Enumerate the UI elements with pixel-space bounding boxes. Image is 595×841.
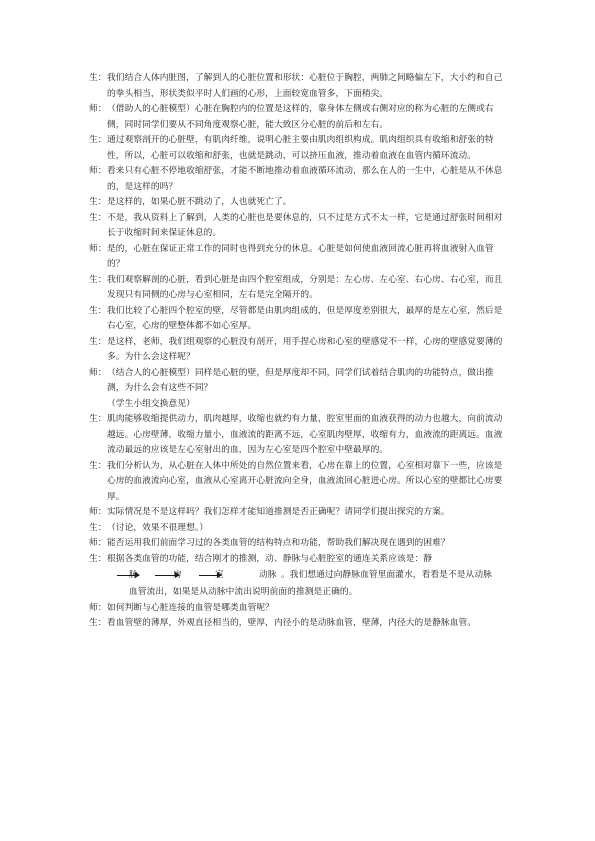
dialogue-text: 是这样，老师，我们组观察的心脏没有剖开，用手捏心房和心室的壁感觉不一样，心房的壁感觉要薄的多。为什么会这样呢？	[107, 336, 503, 362]
dialogue-line	[89, 459, 509, 506]
dialogue-text: 通过观察剖开的心脏壁，有肌肉纤维，说明心脏主要由肌肉组织构成。肌肉组织具有收缩和舒张的特性，所以，心脏可以收缩和舒张，也就是跳动，可以挤压血液，推动着血液在血管内循环流动。	[107, 135, 494, 161]
dialogue-line	[89, 552, 509, 568]
speaker-label: 生：	[89, 618, 107, 628]
dialogue-text: 肌肉能够收缩提供动力，肌肉越厚，收缩也就约有力量，腔室里面的血液获得的动力也越大，向前流动越远。心房壁薄，收缩力量小，血液流的距离不远，心室肌肉壁厚，收缩有力，血液流的距离远。血液流动最远的应该是左心室射出的血，因为左心室是四个腔室中壁最厚的。	[107, 414, 503, 455]
speaker-label: 师：	[89, 538, 107, 548]
speaker-label: 师：	[89, 104, 107, 114]
dialogue-line	[89, 616, 509, 632]
dialogue-body	[89, 71, 509, 632]
dialogue-text: 是的，心脏在保证正常工作的同时也得到充分的休息。心脏是如何使血液回流心脏再将血液射入血管的？	[107, 243, 494, 269]
speaker-label: 生：	[89, 522, 107, 533]
dialogue-line	[89, 505, 509, 521]
speaker-label: 生：	[89, 274, 107, 285]
dialogue-line	[89, 536, 509, 552]
dialogue-line	[89, 335, 509, 366]
speaker-label: 生：	[89, 135, 107, 145]
speaker-label: 生：	[89, 460, 107, 471]
speaker-label: 师：	[89, 367, 107, 378]
dialogue-text: 实际情况是不是这样吗？我们怎样才能知道推测是否正确呢？请同学们提出探究的方案。	[107, 507, 450, 517]
speaker-label: 生：	[89, 305, 107, 316]
dialogue-line	[89, 601, 509, 617]
dialogue-line	[89, 521, 509, 537]
dialogue-line	[89, 164, 509, 195]
dialogue-line	[89, 133, 509, 164]
dialogue-text: （讨论，效果不很理想。）	[107, 522, 209, 533]
speaker-label: 生：	[89, 73, 107, 83]
flow-tail-text: 。我们想通过向静脉血管里面灌水，看看是不是从动脉	[281, 570, 492, 580]
dialogue-line	[89, 242, 509, 273]
dialogue-text: 能否运用我们前面学习过的各类血管的结构特点和功能，帮助我们解决现在遇到的困难？	[107, 538, 450, 548]
flow-vein-label: 脉	[129, 570, 138, 580]
speaker-label: 师：	[89, 602, 107, 613]
dialogue-text: 我们观察解剖的心脏，看到心脏是由四个腔室组成，分别是：左心房、左心室、右心房、右心室，而且发现只有同侧的心房与心室相同，左右是完全隔开的。	[107, 274, 503, 300]
dialogue-text: 根据各类血管的功能，结合刚才的推测，动、静脉与心脏腔室的通连关系应该是：静	[107, 553, 433, 564]
speaker-label: 生：	[89, 414, 107, 424]
dialogue-text: （借助人的心脏模型）心脏在胸腔内的位置是这样的，靠身体左侧或右侧对应的称为心脏的左侧或右侧，同时同学们要从不同角度观察心脏，能大致区分心脏的前后和左右。	[107, 104, 494, 130]
dialogue-line	[89, 366, 509, 397]
dialogue-text: 不是，我从资料上了解到，人类的心脏也是要休息的，只不过是方式不太一样，它是通过舒张时间相对长于收缩时间来保证休息的。	[107, 212, 503, 238]
dialogue-line	[89, 71, 509, 102]
flow-continuation-text: 血管流出，如果是从动脉中流出说明前面的推测是正确的。	[129, 587, 358, 597]
dialogue-line	[89, 195, 509, 211]
speaker-label: 师：	[89, 507, 107, 517]
flow-artery-label: 动脉	[259, 570, 277, 580]
dialogue-line	[89, 412, 509, 459]
dialogue-text: 我们结合人体内脏图，了解到人的心脏位置和形状：心脏位于胸腔，两肺之间略偏左下，大小约和自己的拳头相当，形状类似平时人们画的心形，上面较宽血管多，下面稍尖。	[107, 73, 503, 99]
speaker-label: 师：	[89, 243, 107, 254]
dialogue-text: 我们比较了心脏四个腔室的壁，尽管都是由肌肉组成的，但是厚度差别很大，最厚的是左心室，然后是右心室，心房的壁整体都不如心室厚。	[107, 305, 503, 331]
speaker-label: 师：	[89, 166, 107, 176]
flow-ventricle-label: 室	[215, 570, 224, 580]
dialogue-line	[89, 273, 509, 304]
dialogue-text: 我们分析认为，从心脏在人体中所处的自然位置来看，心房在靠上的位置，心室相对靠下一些，应该是心房的血液流向心室，血液从心室离开心脏流向全身，血液流回心脏进心房。所以心室的壁都比心房要厚。	[107, 460, 503, 502]
dialogue-text: 看来只有心脏不停地收缩舒张，才能不断地推动着血液循环流动，那么在人的一生中，心脏是从不休息的，是这样的吗？	[107, 166, 503, 192]
dialogue-line	[89, 304, 509, 335]
dialogue-line	[89, 102, 509, 133]
group-discussion-note: （学生小组交换意见）	[107, 398, 195, 409]
blood-flow-diagram	[107, 567, 509, 585]
dialogue-line	[89, 211, 509, 242]
speaker-label: 生：	[89, 197, 107, 207]
dialogue-text: （结合人的心脏模型）同样是心脏的壁，但是厚度却不同，同学们试着结合肌肉的功能特点，做出推测，为什么会有这些不同？	[107, 367, 494, 393]
speaker-label: 生：	[89, 212, 107, 223]
flow-atrium-label: 房	[173, 570, 182, 580]
dialogue-text: 是这样的，如果心脏不跳动了，人也就死亡了。	[107, 197, 292, 207]
dialogue-text: 看血管壁的薄厚，外观直径相当的，壁厚，内径小的是动脉血管，壁薄，内径大的是静脉血管。	[107, 618, 477, 628]
speaker-label: 生：	[89, 336, 107, 347]
speaker-label: 生：	[89, 553, 107, 564]
dialogue-text: 如何判断与心脏连接的血管是哪类血管呢？	[107, 602, 274, 613]
